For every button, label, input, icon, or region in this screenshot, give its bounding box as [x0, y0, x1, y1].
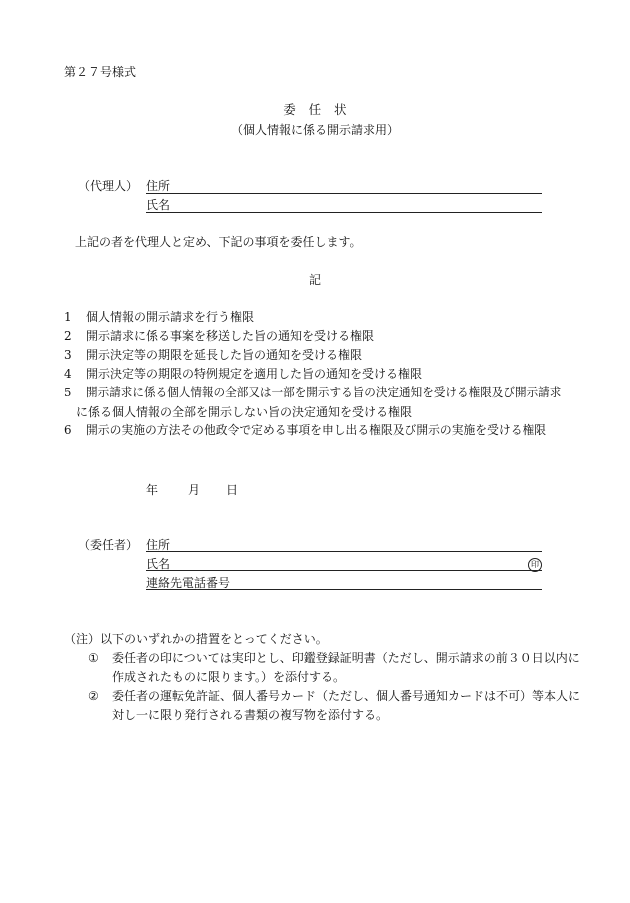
note-item-1-continuation: 作成されたものに限ります。）を添付する。	[112, 670, 346, 684]
item-number: 3	[64, 348, 72, 362]
item-5	[64, 387, 561, 399]
item-text: 開示請求に係る事案を移送した旨の通知を受ける権限	[86, 329, 375, 343]
principal-address-line	[146, 551, 542, 552]
note-item-1	[88, 652, 580, 664]
item-4	[64, 368, 422, 380]
note-item-2	[88, 690, 580, 702]
agent-name-label: 氏名	[146, 198, 171, 212]
date-day: 日	[226, 483, 239, 497]
item-text: 開示決定等の期限の特例規定を適用した旨の通知を受ける権限	[86, 367, 423, 381]
item-3	[64, 349, 362, 361]
item-text: 開示の実施の方法その他政令で定める事項を申し出る権限及び開示の実施を受ける権限	[86, 423, 547, 437]
note-mark: ②	[88, 689, 99, 703]
agent-address-label: 住所	[146, 179, 171, 193]
item-1	[64, 311, 254, 323]
item-text: 個人情報の開示請求を行う権限	[86, 310, 255, 324]
agent-address-line	[146, 193, 542, 194]
item-number: 6	[64, 423, 72, 437]
principal-phone-line	[146, 589, 542, 590]
item-number: 2	[64, 329, 72, 343]
seal-mark: 印	[528, 558, 542, 572]
note-mark: ①	[88, 651, 99, 665]
item-text: 開示決定等の期限を延長した旨の通知を受ける権限	[86, 348, 363, 362]
principal-name-line	[146, 570, 542, 571]
document-subtitle: （個人情報に係る開示請求用）	[230, 123, 399, 137]
item-number: 4	[64, 367, 72, 381]
principal-label: （委任者）	[78, 538, 139, 552]
note-text: 委任者の印については実印とし、印鑑登録証明書（ただし、開示請求の前３０日以内に	[112, 651, 580, 665]
principal-name-label: 氏名	[146, 557, 171, 571]
agent-name-line	[146, 212, 542, 213]
note-heading: （注）以下のいずれかの措置をとってください。	[64, 632, 328, 646]
principal-phone-label: 連絡先電話番号	[146, 576, 231, 590]
item-text: 開示請求に係る個人情報の全部又は一部を開示する旨の決定通知を受ける権限及び開示請求	[86, 385, 562, 399]
item-2	[64, 330, 374, 342]
date-line	[146, 484, 238, 496]
item-number: 5	[64, 385, 72, 399]
note-item-2-continuation: 対し一に限り発行される書類の複写物を添付する。	[112, 708, 389, 722]
ki-heading: 記	[308, 273, 321, 287]
agent-label: （代理人）	[78, 179, 139, 193]
item-number: 1	[64, 310, 72, 324]
principal-address-label: 住所	[146, 538, 171, 552]
note-text: 委任者の運転免許証、個人番号カード（ただし、個人番号通知カードは不可）等本人に	[112, 689, 581, 703]
item-6	[64, 425, 546, 437]
date-month: 月	[188, 483, 201, 497]
document-title: 委 任 状	[283, 102, 347, 117]
delegation-statement: 上記の者を代理人と定め、下記の事項を委任します。	[75, 235, 362, 249]
item-5-continuation: に係る個人情報の全部を開示しない旨の決定通知を受ける権限	[76, 405, 413, 419]
date-year: 年	[146, 483, 159, 497]
form-number: 第２７号様式	[64, 65, 137, 79]
